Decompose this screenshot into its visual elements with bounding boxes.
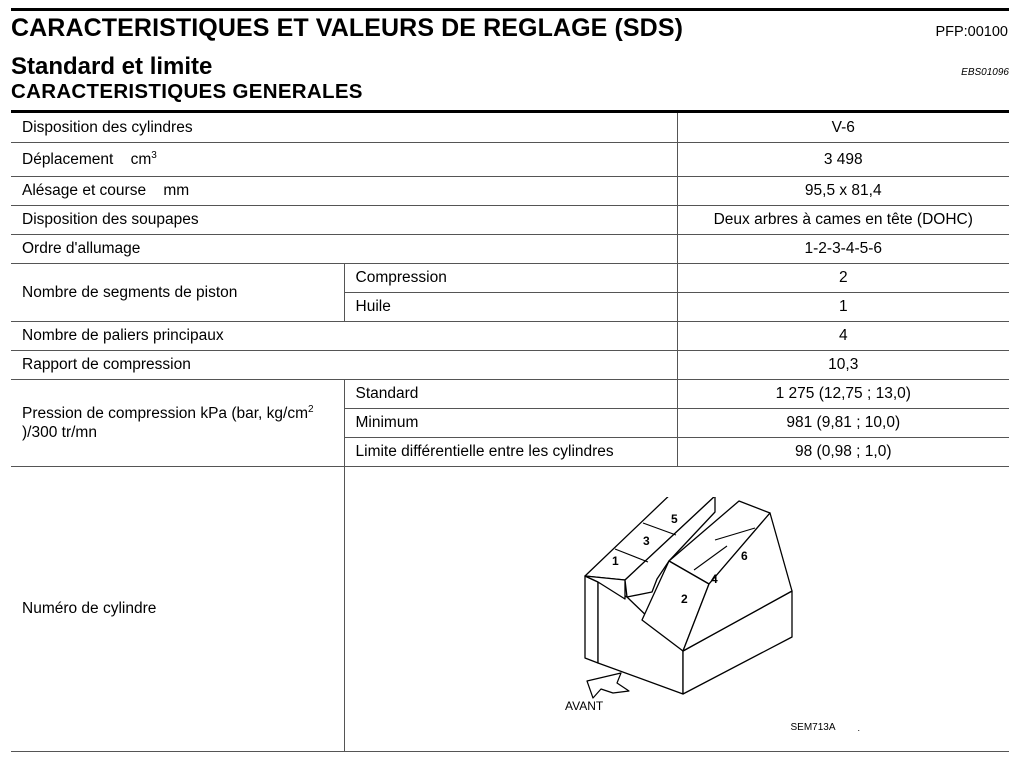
row-label: Numéro de cylindre	[11, 466, 344, 751]
table-row	[11, 263, 1009, 292]
pressure-label-end: )/300 tr/mn	[22, 423, 97, 441]
sub-label: Huile	[344, 292, 677, 321]
table-row	[11, 350, 1009, 379]
row-label: Disposition des cylindres	[11, 113, 677, 142]
figure-code: SEM713A	[790, 721, 836, 733]
bore-stroke-unit: mm	[163, 182, 190, 199]
front-label: AVANT	[564, 698, 603, 712]
displacement-unit-exponent: 3	[151, 149, 157, 161]
row-value: 981 (9,81 ; 10,0)	[677, 408, 1009, 437]
row-value: 2	[677, 263, 1009, 292]
table-row	[11, 234, 1009, 263]
subtitle: Standard et limite	[11, 53, 213, 80]
cylinder-number: 5	[670, 511, 678, 526]
row-value: 98 (0,98 ; 1,0)	[677, 437, 1009, 466]
table-row	[11, 176, 1009, 205]
engine-block-left-face	[585, 576, 598, 663]
bore-stroke-label: Alésage et course	[22, 182, 147, 199]
row-label	[11, 142, 677, 176]
cylinder-figure-cell	[344, 466, 1009, 751]
pressure-label-exponent: 2	[308, 403, 314, 415]
row-value: 1-2-3-4-5-6	[677, 234, 1009, 263]
row-label: Nombre de segments de piston	[11, 263, 344, 321]
front-arrow-icon	[587, 673, 629, 698]
row-label: Rapport de compression	[11, 350, 677, 379]
table-row	[11, 379, 1009, 408]
row-label	[11, 379, 344, 466]
table-row	[11, 321, 1009, 350]
row-label	[11, 176, 677, 205]
reference-code: EBS01096	[961, 67, 1009, 78]
row-label: Disposition des soupapes	[11, 205, 677, 234]
cylinder-number: 3	[642, 533, 650, 548]
specifications-table	[11, 113, 1009, 752]
row-value: 1 275 (12,75 ; 13,0)	[677, 379, 1009, 408]
table-row	[11, 466, 1009, 751]
sub-label: Limite différentielle entre les cylindres	[344, 437, 677, 466]
row-value: 95,5 x 81,4	[677, 176, 1009, 205]
cylinder-number: 2	[680, 591, 688, 606]
table-row	[11, 205, 1009, 234]
displacement-label: Déplacement	[22, 150, 114, 168]
page-title: CARACTERISTIQUES ET VALEURS DE REGLAGE (SDS)	[11, 14, 684, 42]
page-code: PFP:00100	[935, 24, 1008, 40]
engine-cylinder-diagram	[557, 497, 797, 712]
sub-label: Minimum	[344, 408, 677, 437]
table-row	[11, 113, 1009, 142]
figure-tick: .	[857, 722, 861, 733]
top-rule	[11, 8, 1009, 11]
table-row	[11, 142, 1009, 176]
displacement-unit: cm	[130, 150, 152, 168]
row-label: Ordre d'allumage	[11, 234, 677, 263]
row-value: V-6	[677, 113, 1009, 142]
row-value: 3 498	[677, 142, 1009, 176]
row-label: Nombre de paliers principaux	[11, 321, 677, 350]
row-value: Deux arbres à cames en tête (DOHC)	[677, 205, 1009, 234]
sub-label: Standard	[344, 379, 677, 408]
row-value: 10,3	[677, 350, 1009, 379]
cylinder-number: 6	[740, 548, 748, 563]
sub-label: Compression	[344, 263, 677, 292]
cylinder-number: 4	[710, 571, 718, 586]
row-value: 4	[677, 321, 1009, 350]
pressure-label-start: Pression de compression kPa (bar, kg/cm	[22, 404, 309, 422]
cylinder-number: 1	[611, 553, 619, 568]
row-value: 1	[677, 292, 1009, 321]
section-title: CARACTERISTIQUES GENERALES	[11, 80, 363, 103]
